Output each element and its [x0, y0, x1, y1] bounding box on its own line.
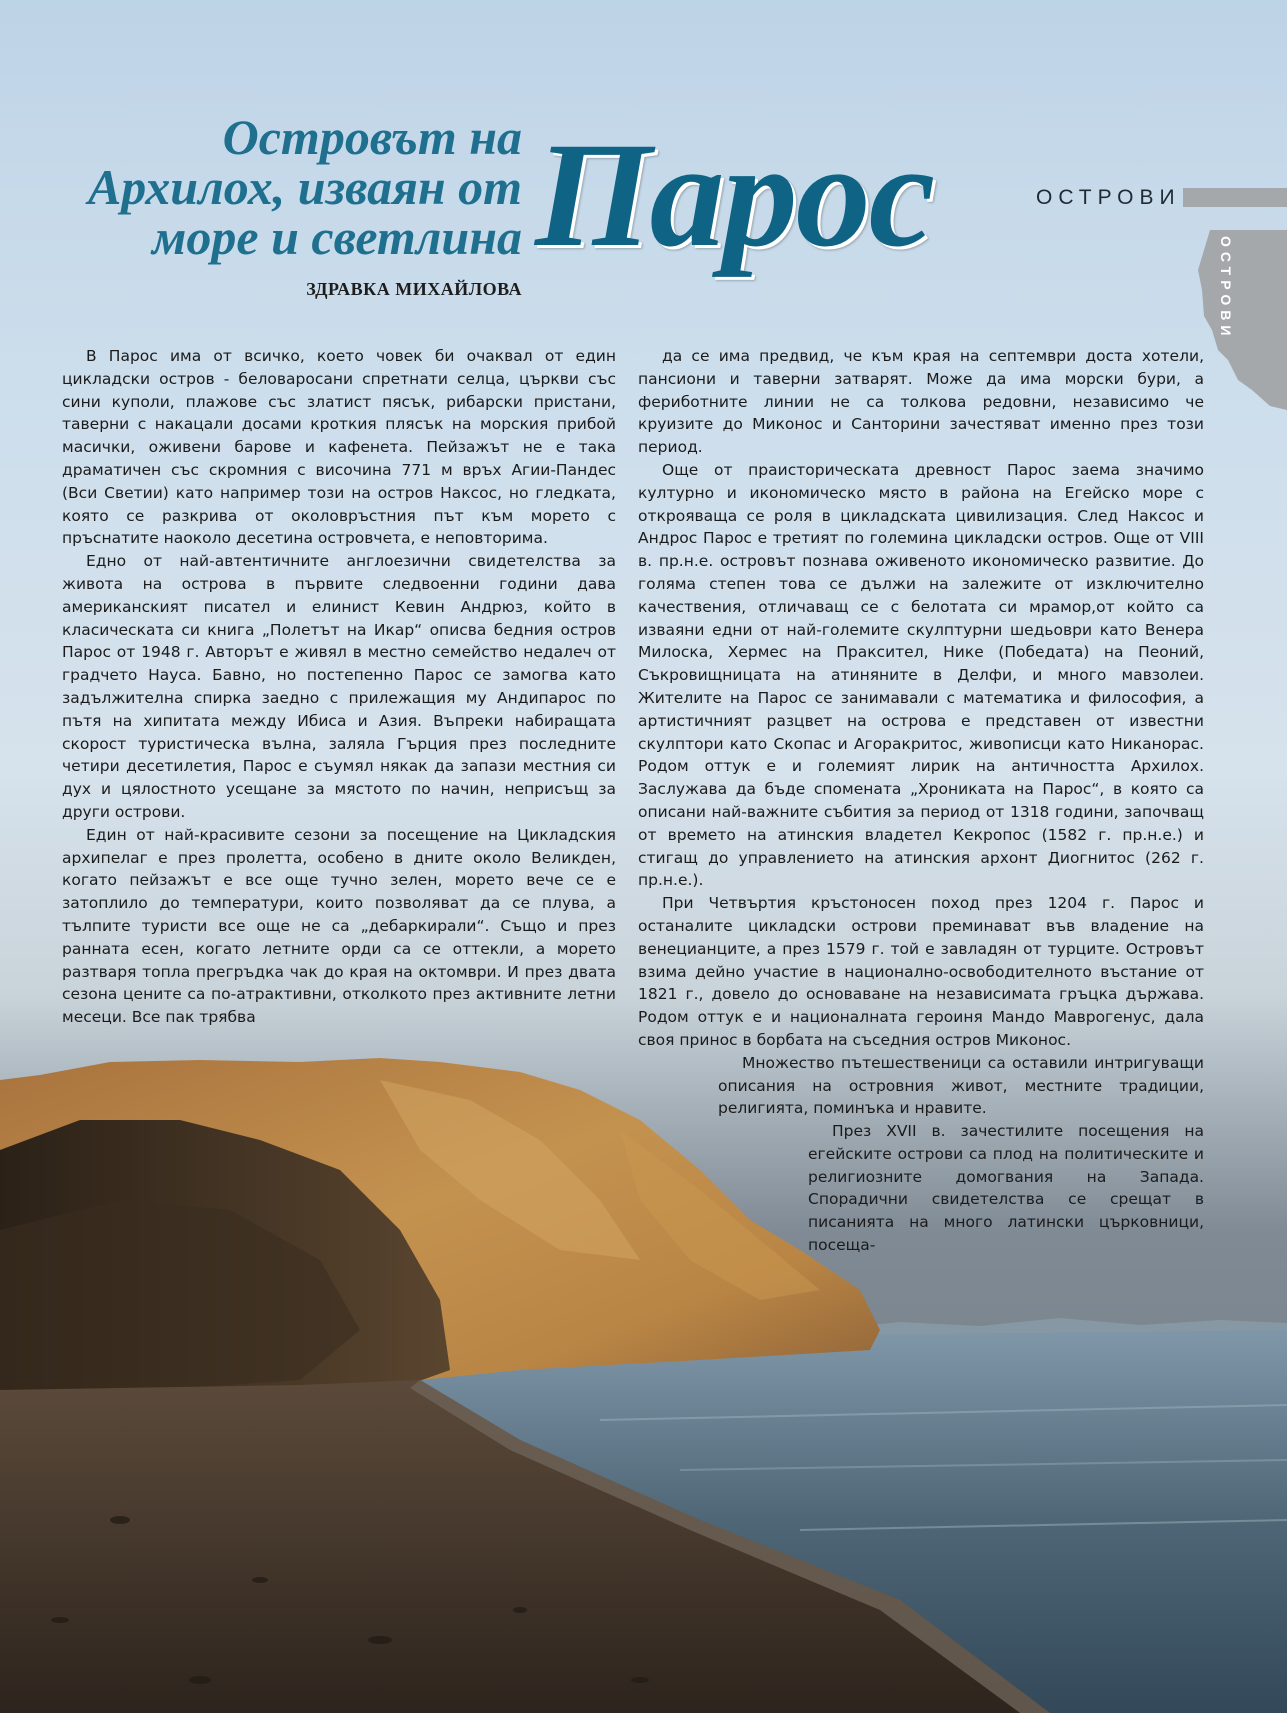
paragraph: През XVII в. зачестилите посещения на егейските острови са плод на политическите и религиозните домогвания на Запада. Спорадични свидетелства се срещат в писанията на много латински църковници, посеща- — [808, 1122, 1204, 1255]
side-map-tab — [1190, 230, 1287, 410]
subtitle-line-2: Архилох, изваян от — [87, 159, 522, 215]
paragraph: да се има предвид, че към края на септември доста хотели, пансиони и таверни затварят. Може да има морски бури, а фериботните линии не са толкова редовни, независимо че круизите до Миконос и Санторини зачестяват именно през този период. — [638, 347, 1204, 457]
section-label: ОСТРОВИ — [1036, 186, 1181, 209]
article-column-left — [62, 345, 616, 1029]
paragraph: Един от най-красивите сезони за посещение на Цикладския архипелаг е през пролетта, особено в дните около Великден, когато пейзажът е все още тучно зелен, морето вече се е затоплило до температури, които позволяват да се плува, а тълпите туристи все още не са „дебаркирали“. Също и през ранната есен, когато летните орди са се оттекли, а морето разтваря топла прегръдка чак до края на октомври. И през двата сезона цените са по-атрактивни, отколкото през активните летни месеци. Все пак трябва — [62, 825, 616, 1027]
paragraph: В Парос има от всичко, което човек би очаквал от един цикладски остров - беловаросани спретнати селца, църкви със сини куполи, плажове със златист пясък, рибарски пристани, таверни с накацали досами кроткия плясък на морския прибой масички, оживени барове и кафенета. Пейзажът не е така драматичен със скромния с височина 771 м връх Агии-Пандес (Вси Светии) като например този на остров Наксос, но гледката, която се разкрива от околовръстния път към морето с пръснатите наоколо десетина островчета, е неповторима. — [62, 347, 616, 548]
paragraph: Още от праисторическата древност Парос заема значимо културно и икономическо място в района на Егейско море с открояваща се роля в цикладската цивилизация. След Наксос и Андрос Парос е третият по големина цикладски остров. Още от VIII в. пр.н.е. островът познава оживеното икономическо развитие. До голяма степен това се дължи на залежите от изключително качествения, отличаващ се с белотата си мрамор,от който са изваяни едни от най-големите скулптурни шедьоври като Венера Милоска, Хермес на Праксител, Нике (Победата) на Пеоний, Съкровищницата на атиняните в Делфи, и много мавзолеи. Жителите на Парос се занимавали с математика и философия, а артистичният разцвет на острова е представен от известни скулптори като Скопас и Агоракритос, живописци като Никанорас. Родом оттук е и големият лирик на античността Архилох. Заслужава да бъде спомената „Хрониката на Парос“, в която са описани най-важните събития за период от 1318 години, започващ от времето на атинския владетел Кекропос (1582 г. пр.н.е.) и стигащ до управлението на атинския архонт Диогнитос (262 г. пр.н.е.). — [638, 460, 1204, 890]
subtitle-line-3: море и светлина — [152, 209, 522, 265]
paragraph: При Четвъртия кръстоносен поход през 1204 г. Парос и останалите цикладски острови преминават във владение на венецианците, а през 1579 г. той е завладян от турците. Островът взима дейно участие в национално-освободителното въстание от 1821 г., довело до основаване на независимата гръцка държава. Родом оттук е и националната героиня Мандо Маврогенус, дала своя принос в борбата на съседния остров Миконос. — [638, 894, 1204, 1049]
text-wrap-spacer — [638, 1122, 808, 1282]
article-column-right — [638, 345, 1204, 1282]
paragraph: Множество пътешественици са оставили интригуващи описания на островния живот, местните традиции, религията, поминъка и нравите. — [718, 1053, 1204, 1118]
author-byline: ЗДРАВКА МИХАЙЛОВА — [306, 279, 522, 299]
article-title: Парос — [535, 112, 934, 278]
side-tab-label: ОСТРОВИ — [1218, 236, 1234, 341]
paragraph: Едно от най-автентичните англоезични свидетелства за живота на острова в първите следвоенни години дава американският писател и елинист Кевин Андрюз, който в класическата си книга „Полетът на Икар“ описва бедния остров Парос от 1948 г. Авторът е живял в местно семейство недалеч от градчето Науса. Бавно, но постепенно Парос се замогва като задължителна спирка заедно с прилежащия му Андипарос по пътя на хипитата между Ибиса и Азия. Въпреки набиращата скорост туристическа вълна, заляла Гърция през последните четири десетилетия, Парос е съумял някак да запази местния си дух и цялостното усещане за мястото по начин, неприсъщ за други острови. — [62, 552, 616, 821]
text-wrap-spacer — [638, 1052, 718, 1122]
article-subtitle — [60, 109, 522, 265]
section-bar — [1183, 188, 1287, 207]
subtitle-line-1: Островът на — [222, 109, 522, 165]
